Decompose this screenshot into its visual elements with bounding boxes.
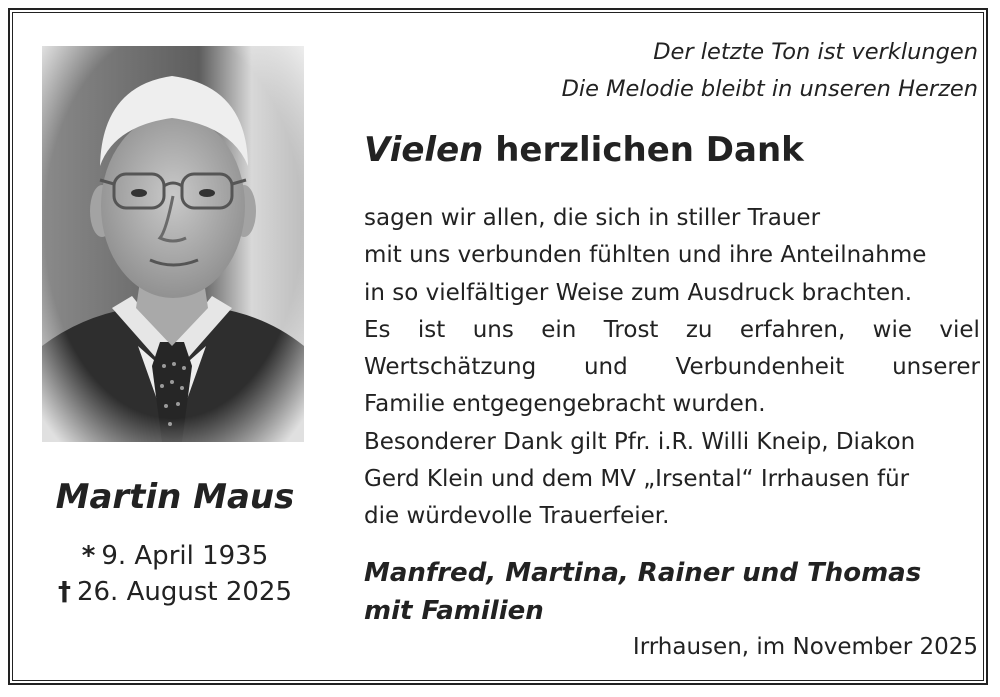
body-word: zu [685, 316, 713, 343]
body-word: Wertschätzung [364, 354, 537, 381]
death-date: 26. August 2025 [76, 577, 293, 607]
body-line: mit uns verbunden fühlten und ihre Anteilnahme [364, 242, 927, 269]
signers-line-2: mit Familien [364, 596, 544, 626]
birth-date: 9. April 1935 [101, 541, 269, 571]
body-line: in so vielfältiger Weise zum Ausdruck brachten. [364, 279, 913, 306]
signers [364, 554, 921, 630]
body-word: uns [472, 316, 514, 343]
body-word: ein [541, 316, 577, 343]
thank-you-text [364, 200, 980, 536]
heading-emphasis: Vielen [364, 130, 484, 170]
body-word: ist [417, 316, 446, 343]
body-word: Verbundenheit [675, 354, 845, 381]
body-line: Besonderer Dank gilt Pfr. i.R. Willi Kneip, Diakon [364, 428, 916, 455]
death-cross-icon: † [57, 577, 71, 607]
thank-you-heading [364, 130, 804, 170]
body-word: Es [364, 316, 391, 343]
body-line-justified [364, 312, 980, 349]
body-word: viel [939, 316, 980, 343]
motto [562, 34, 978, 108]
heading-rest: herzlichen Dank [495, 130, 804, 170]
portrait-photo [42, 46, 304, 442]
birth-star-symbol: * [81, 541, 96, 571]
body-word: und [583, 354, 628, 381]
life-dates [30, 538, 320, 610]
body-word: erfahren, [739, 316, 846, 343]
death-date-row [30, 574, 320, 610]
motto-line-1: Der letzte Ton ist verklungen [653, 39, 978, 65]
body-word: wie [872, 316, 913, 343]
body-line: die würdevolle Trauerfeier. [364, 503, 670, 530]
body-line: sagen wir allen, die sich in stiller Trauer [364, 205, 821, 231]
body-word: unserer [892, 354, 980, 381]
deceased-name: Martin Maus [55, 477, 295, 517]
birth-date-row [30, 538, 320, 574]
body-line: Familie entgegengebracht wurden. [364, 391, 766, 418]
body-word: Trost [603, 316, 659, 343]
body-line: Gerd Klein und dem MV „Irsental“ Irrhausen für [364, 466, 910, 493]
body-line-justified [364, 349, 980, 386]
signers-line-1: Manfred, Martina, Rainer und Thomas [364, 558, 922, 588]
motto-line-2: Die Melodie bleibt in unseren Herzen [561, 76, 978, 102]
place-and-date: Irrhausen, im November 2025 [632, 634, 978, 660]
